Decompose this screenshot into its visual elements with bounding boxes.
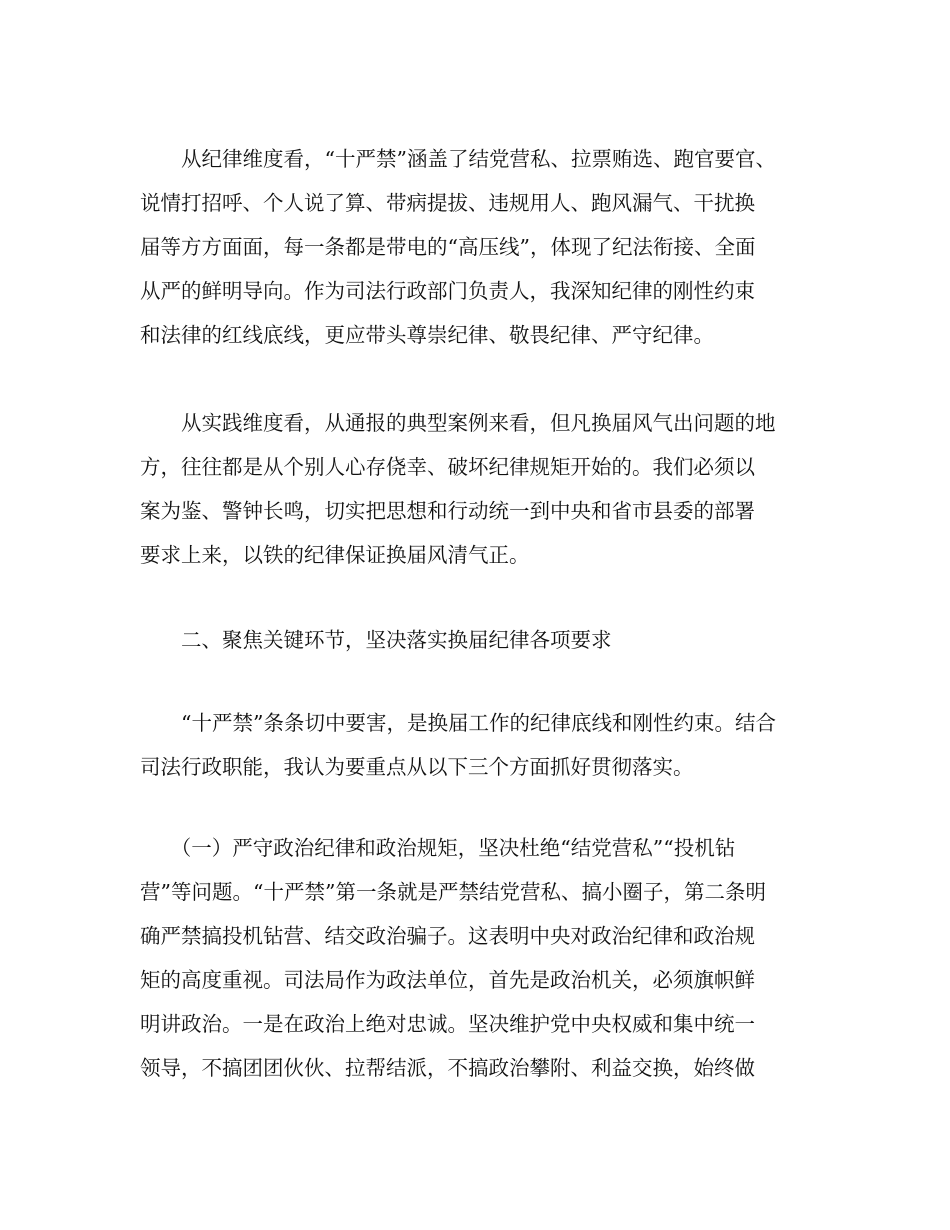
paragraph-practice-dimension: [140, 401, 808, 577]
text-line: 方，往往都是从个别人心存侥幸、破坏纪律规矩开始的。我们必须以: [140, 455, 755, 479]
text-line: 矩的高度重视。司法局作为政法单位，首先是政治机关，必须旗帜鲜: [140, 968, 755, 992]
text-line: 营”等问题。“十严禁”第一条就是严禁结党营私、搞小圈子，第二条明: [140, 880, 766, 904]
text-line: “十严禁”条条切中要害，是换届工作的纪律底线和刚性约束。结合: [140, 711, 776, 735]
text-line: 明讲政治。一是在政治上绝对忠诚。坚决维护党中央权威和集中统一: [140, 1012, 755, 1036]
text-line: 要求上来，以铁的纪律保证换届风清气正。: [140, 543, 530, 567]
text-line: 届等方方面面，每一条都是带电的“高压线”，体现了纪法衔接、全面: [140, 235, 756, 259]
text-line: 从纪律维度看，“十严禁”涵盖了结党营私、拉票贿选、跑官要官、: [140, 147, 776, 171]
section-heading: [140, 618, 808, 662]
text-line: 和法律的红线底线，更应带头尊崇纪律、敬畏纪律、严守纪律。: [140, 323, 714, 347]
paragraph-discipline-dimension: [140, 137, 808, 357]
text-line: 案为鉴、警钟长鸣，切实把思想和行动统一到中央和省市县委的部署: [140, 499, 755, 523]
text-line: 从严的鲜明导向。作为司法行政部门负责人，我深知纪律的刚性约束: [140, 279, 755, 303]
text-line: 从实践维度看，从通报的典型案例来看，但凡换届风气出问题的地: [140, 411, 776, 435]
section-heading-text: 二、聚焦关键环节，坚决落实换届纪律各项要求: [140, 628, 612, 652]
text-line: 领导，不搞团团伙伙、拉帮结派，不搞政治攀附、利益交换，始终做: [140, 1056, 755, 1080]
text-line: （一）严守政治纪律和政治规矩，坚决杜绝“结党营私”“投机钻: [140, 836, 736, 860]
paragraph-political-discipline: [140, 826, 808, 1090]
text-line: 司法行政职能，我认为要重点从以下三个方面抓好贯彻落实。: [140, 755, 694, 779]
text-line: 确严禁搞投机钻营、结交政治骗子。这表明中央对政治纪律和政治规: [140, 924, 755, 948]
text-line: 说情打招呼、个人说了算、带病提拔、违规用人、跑风漏气、干扰换: [140, 191, 755, 215]
paragraph-ten-prohibitions: [140, 701, 808, 789]
